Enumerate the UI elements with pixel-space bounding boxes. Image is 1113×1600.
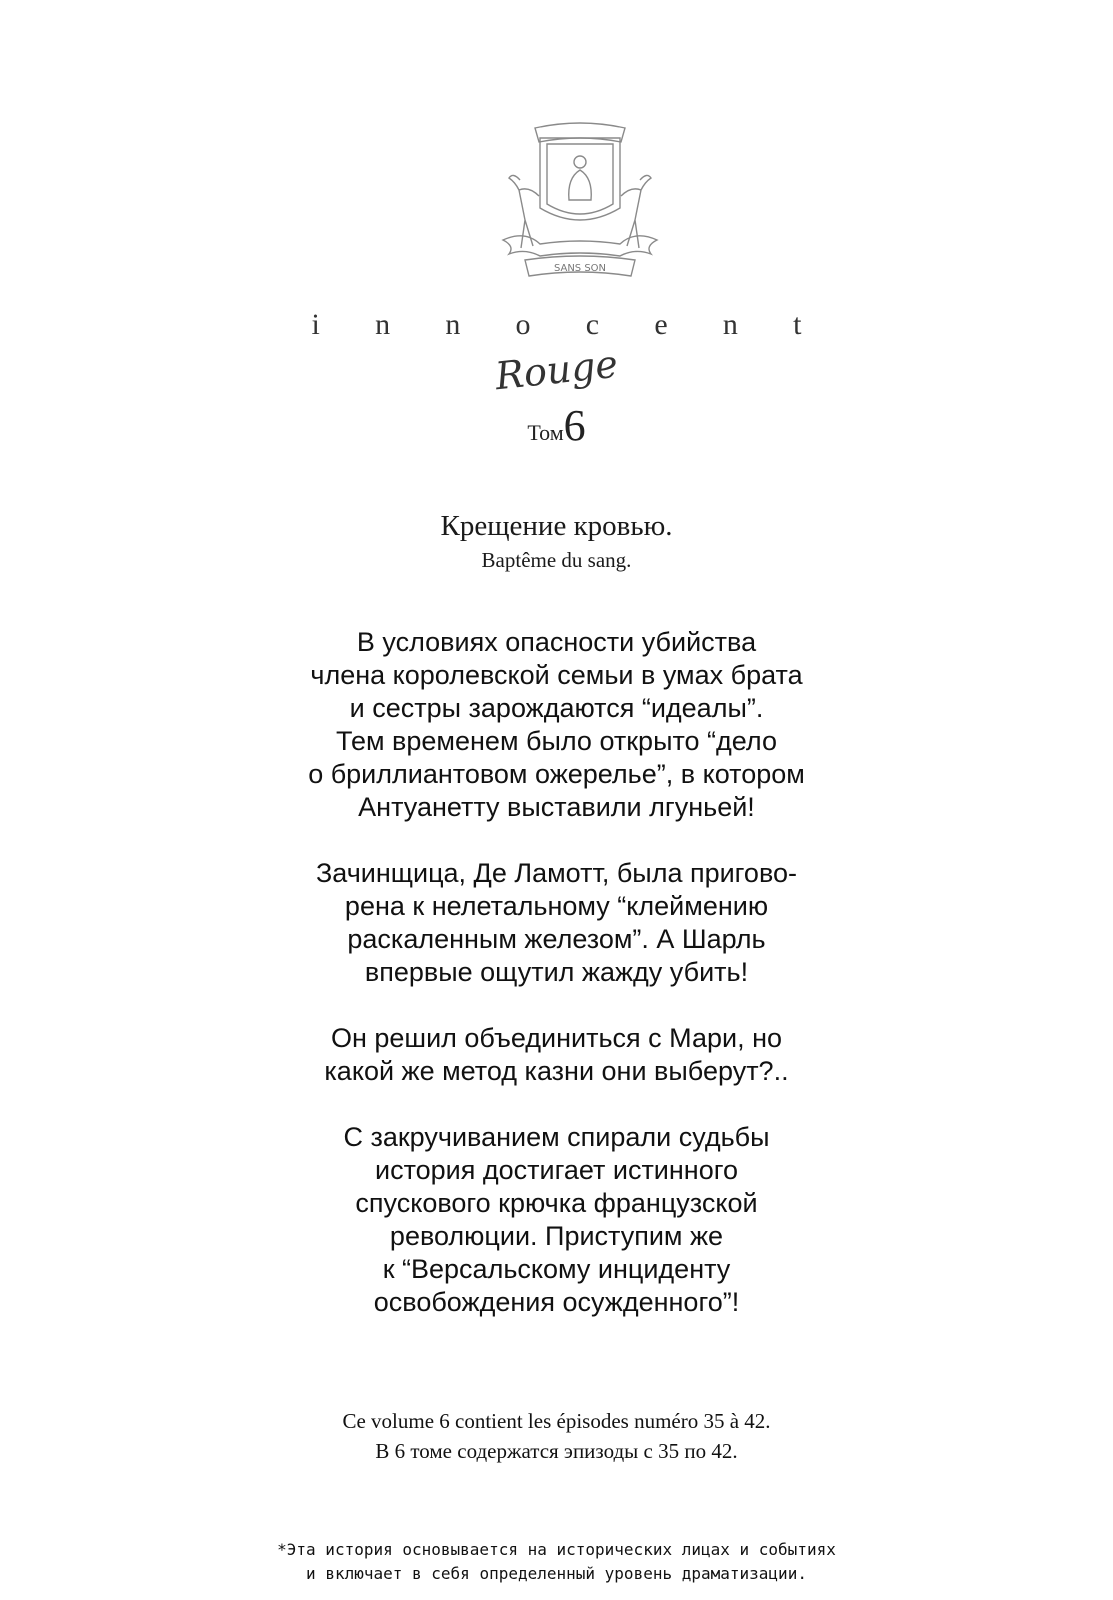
summary-line: о бриллиантовом ожерелье”, в котором <box>308 759 805 789</box>
summary-line: Зачинщица, Де Ламотт, была пригово- <box>315 858 798 888</box>
footnote-line: *Эта история основывается на исторических лицах и событиях <box>277 1540 836 1559</box>
coat-of-arms-icon <box>495 120 665 282</box>
series-letter: n <box>375 308 391 341</box>
contents-line-ru: В 6 томе содержатся эпизоды с 35 по 42. <box>375 1439 738 1463</box>
series-letter: c <box>585 308 600 341</box>
volume-number: 6 <box>563 401 586 450</box>
chapter-title-ru: Крещение кровью. <box>440 510 673 542</box>
summary-line: В условиях опасности убийства <box>356 627 757 657</box>
summary-paragraph <box>200 626 913 824</box>
summary-line: Он решил объединиться с Мари, но <box>330 1023 783 1053</box>
summary-line: и сестры зарождаются “идеалы”. <box>349 693 764 723</box>
series-letter: i <box>311 308 320 341</box>
series-script-word: Rouge <box>493 341 620 399</box>
summary-line: революции. Приступим же <box>389 1221 724 1251</box>
summary-line: С закручиванием спирали судьбы <box>343 1122 770 1152</box>
summary-line: впервые ощутил жажду убить! <box>364 957 749 987</box>
footnote-line: и включает в себя определенный уровень драматизации. <box>306 1564 807 1583</box>
summary-line: освобождения осужденного”! <box>373 1287 740 1317</box>
summary-paragraph <box>200 1022 913 1088</box>
series-letter: e <box>654 308 668 341</box>
chapter-title-fr: Baptême du sang. <box>481 548 632 572</box>
summary-line: раскаленным железом”. А Шарль <box>347 924 766 954</box>
episode-contents <box>0 1406 1113 1466</box>
summary-paragraph <box>200 1121 913 1319</box>
volume-label <box>0 400 1113 451</box>
summary-line: члена королевской семьи в умах брата <box>310 660 803 690</box>
series-letter: o <box>515 308 531 341</box>
crest-motto: SANS SON <box>553 263 607 274</box>
summary-line: к “Версальскому инциденту <box>382 1254 731 1284</box>
summary-line: история достигает истинного <box>375 1155 738 1185</box>
summary-line: Антуанетту выставили лгуньей! <box>358 792 755 822</box>
summary-paragraph <box>200 857 913 989</box>
summary-line: Тем временем было открыто “дело <box>336 726 777 756</box>
summary-line: рена к нелетальному “клеймению <box>344 891 769 921</box>
footnote <box>0 1538 1113 1586</box>
volume-word: Том <box>527 420 564 445</box>
series-letter: n <box>722 308 738 341</box>
summary-line: какой же метод казни они выберут?.. <box>324 1056 789 1086</box>
summary <box>200 626 913 1352</box>
summary-line: спускового крючка французской <box>355 1188 758 1218</box>
contents-line-fr: Ce volume 6 contient les épisodes numéro 35 à 42. <box>342 1409 771 1433</box>
series-letter: t <box>793 308 802 341</box>
series-letter: n <box>445 308 461 341</box>
